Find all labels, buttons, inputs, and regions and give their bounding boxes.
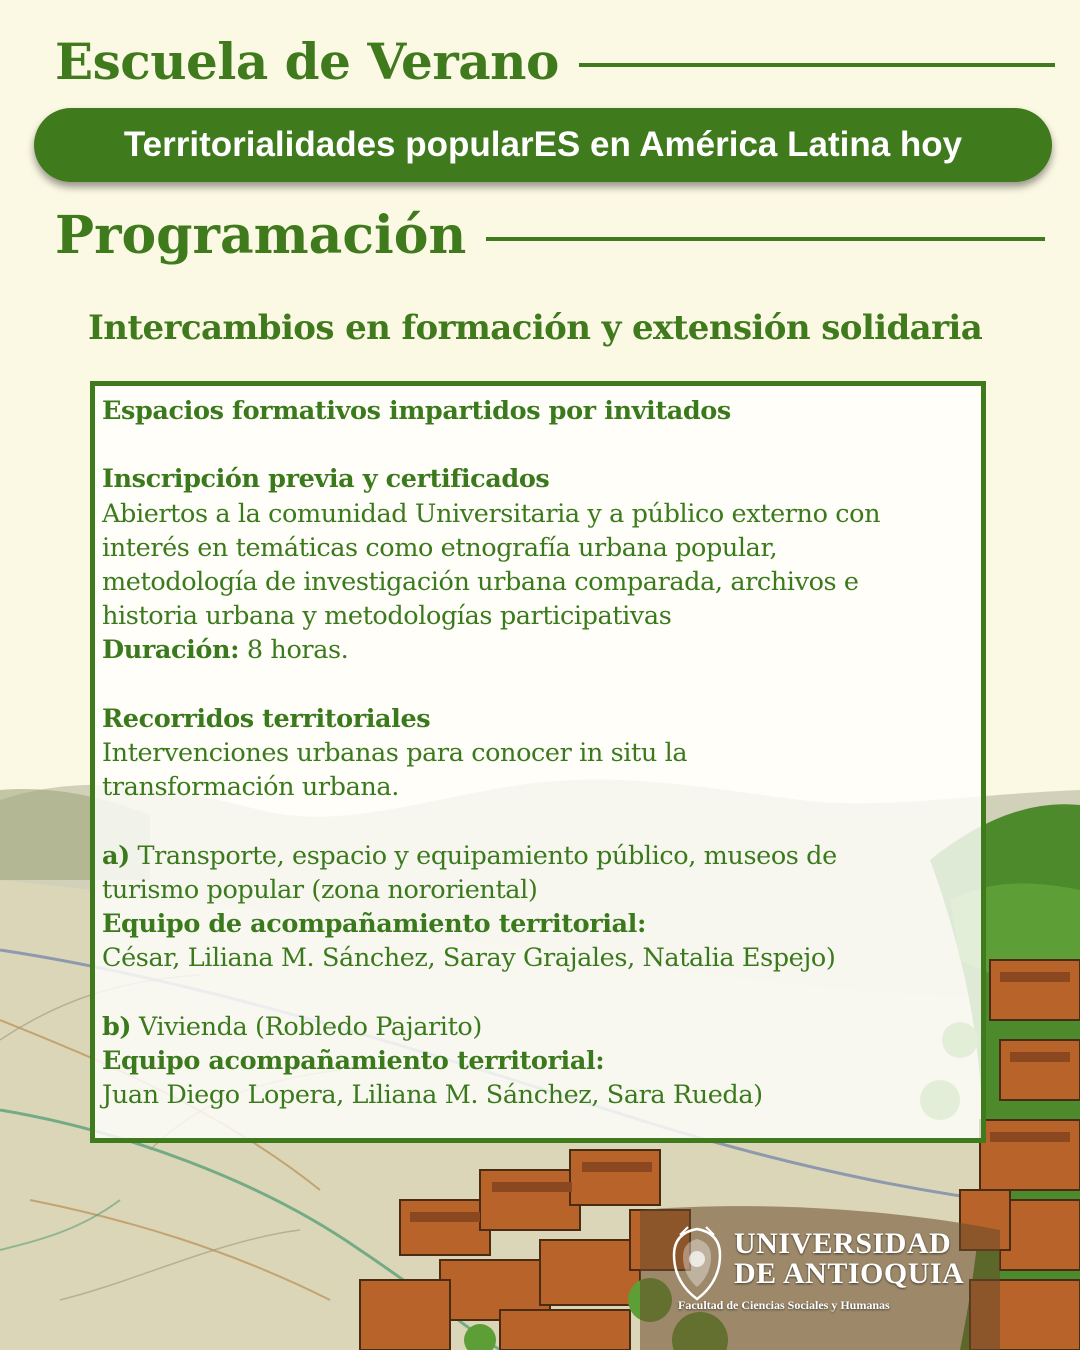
block-line: Abiertos a la comunidad Universitaria y a público externo con xyxy=(102,498,881,529)
spacer xyxy=(102,975,972,1009)
card-heading: Espacios formativos impartidos por invitados xyxy=(102,396,731,426)
item-b-team-label: Equipo acompañamiento territorial: xyxy=(102,1045,605,1076)
duration-value: 8 horas. xyxy=(239,635,349,666)
block-line: metodología de investigación urbana comparada, archivos e xyxy=(102,567,859,597)
spacer xyxy=(102,428,972,462)
section-title-row xyxy=(55,205,1045,266)
item-b-text: Vivienda (Robledo Pajarito) xyxy=(131,1011,482,1042)
item-a-line: turismo popular (zona nororiental) xyxy=(102,874,538,905)
item-a-text: Transporte, espacio y equipamiento público, museos de xyxy=(129,840,837,871)
logo-line-1: UNIVERSIDAD xyxy=(734,1227,952,1260)
block-heading: Recorridos territoriales xyxy=(102,703,431,734)
item-a-label: a) xyxy=(102,840,130,871)
program-card-content xyxy=(102,394,972,1112)
item-a-team: César, Liliana M. Sánchez, Saray Grajales, Natalia Espejo) xyxy=(102,943,836,974)
page-title: Escuela de Verano xyxy=(55,32,559,91)
header-title-row xyxy=(55,32,1055,91)
theme-banner xyxy=(34,108,1052,182)
theme-banner-text: Territorialidades popularES en América Latina hoy xyxy=(123,125,963,164)
university-logo xyxy=(668,1225,968,1320)
block-line: Intervenciones urbanas para conocer in situ la xyxy=(102,738,688,768)
crest-icon xyxy=(668,1225,726,1303)
title-divider xyxy=(579,63,1055,67)
item-b-line xyxy=(102,1010,972,1044)
block-line: historia urbana y metodologías participativas xyxy=(102,601,672,632)
duration-line xyxy=(102,633,972,667)
logo-line-2: DE ANTIOQUIA xyxy=(734,1257,965,1290)
item-a-team-label: Equipo de acompañamiento territorial: xyxy=(102,909,646,939)
spacer xyxy=(102,804,972,838)
block-line: transformación urbana. xyxy=(102,772,399,803)
block-heading: Inscripción previa y certificados xyxy=(102,464,550,495)
spacer xyxy=(102,668,972,702)
item-b-label: b) xyxy=(102,1011,132,1042)
item-b-team: Juan Diego Lopera, Liliana M. Sánchez, Sara Rueda) xyxy=(102,1080,763,1110)
item-a-line xyxy=(102,839,972,873)
section-divider xyxy=(486,237,1045,241)
section-subtitle: Intercambios en formación y extensión solidaria xyxy=(88,308,983,348)
block-line: interés en temáticas como etnografía urbana popular, xyxy=(102,532,778,563)
duration-label: Duración: xyxy=(102,635,240,666)
section-title: Programación xyxy=(55,205,467,266)
logo-faculty: Facultad de Ciencias Sociales y Humanas xyxy=(678,1298,890,1312)
